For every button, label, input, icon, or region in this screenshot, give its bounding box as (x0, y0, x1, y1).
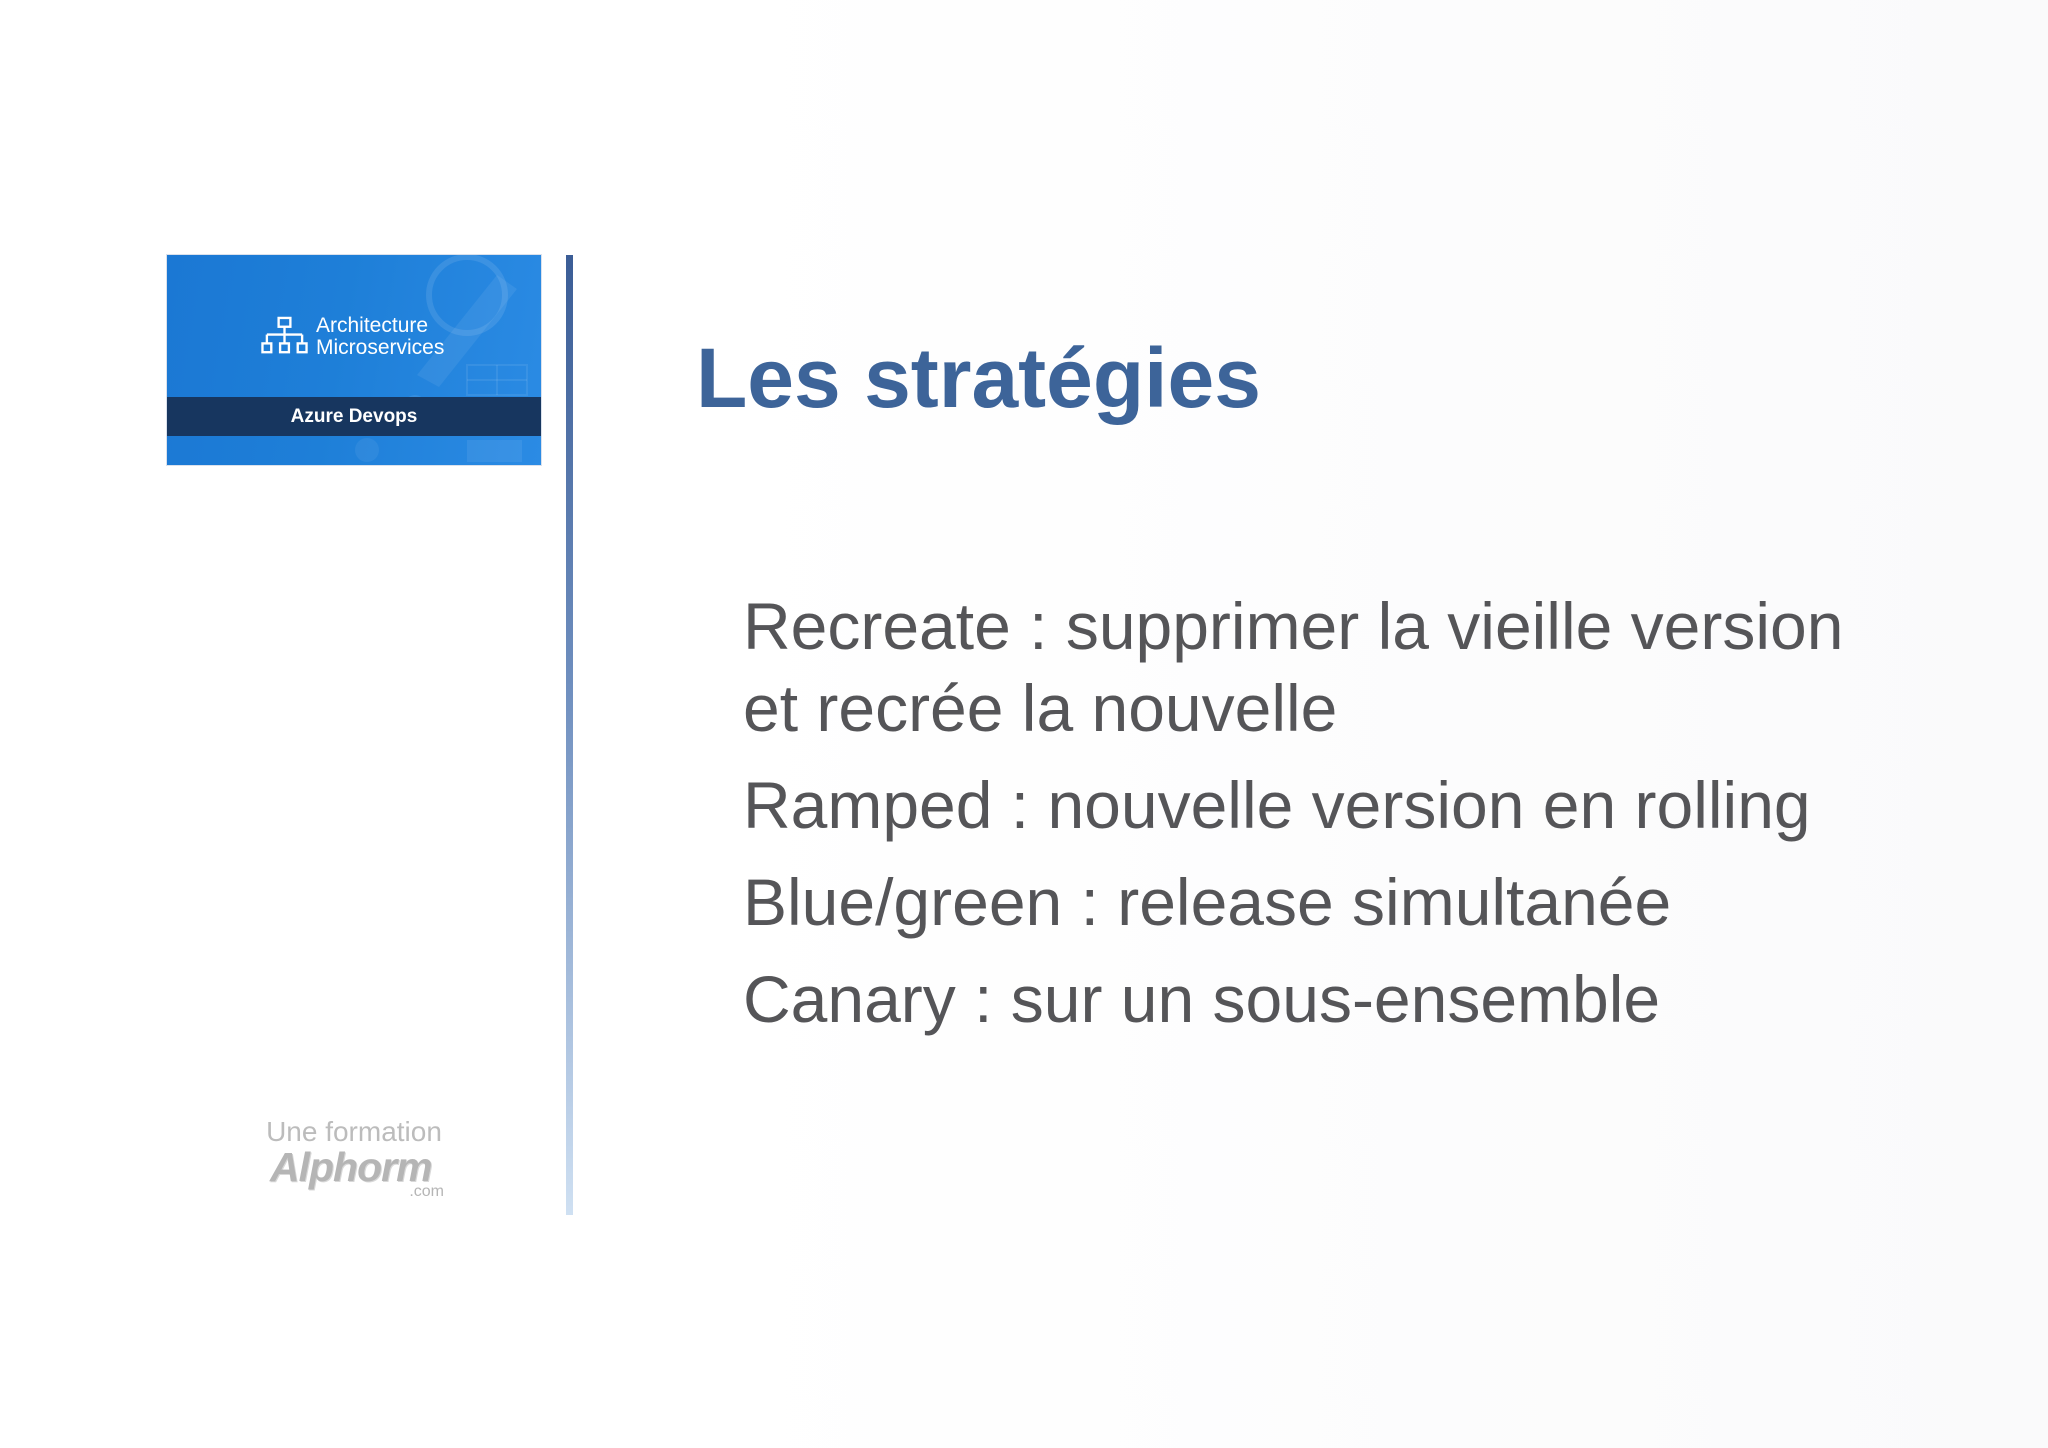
bullet-item-recreate: Recreate : supprimer la vieille version et recrée la nouvelle (743, 589, 1844, 745)
course-subtitle: Azure Devops (290, 406, 418, 427)
bullet-list (743, 585, 1893, 1040)
course-heading (316, 315, 444, 359)
slide-title: Les stratégies (696, 331, 1261, 425)
course-thumbnail (167, 255, 541, 465)
brand-suffix: .com (409, 1183, 444, 1200)
brand-tagline: Une formation (266, 1116, 442, 1147)
alphorm-logo (270, 1144, 448, 1203)
vertical-divider (566, 255, 573, 1215)
course-title-line2: Microservices (316, 336, 445, 359)
brand-name: Alphorm (270, 1144, 432, 1190)
org-chart-icon (261, 315, 308, 362)
bullet-item-ramped: Ramped : nouvelle version en rolling (743, 768, 1811, 842)
bullet-item-canary: Canary : sur un sous-ensemble (743, 962, 1661, 1036)
course-subtitle-band (167, 397, 541, 436)
bullet-item-blue-green: Blue/green : release simultanée (743, 865, 1672, 939)
course-title-line1: Architecture (316, 314, 429, 337)
